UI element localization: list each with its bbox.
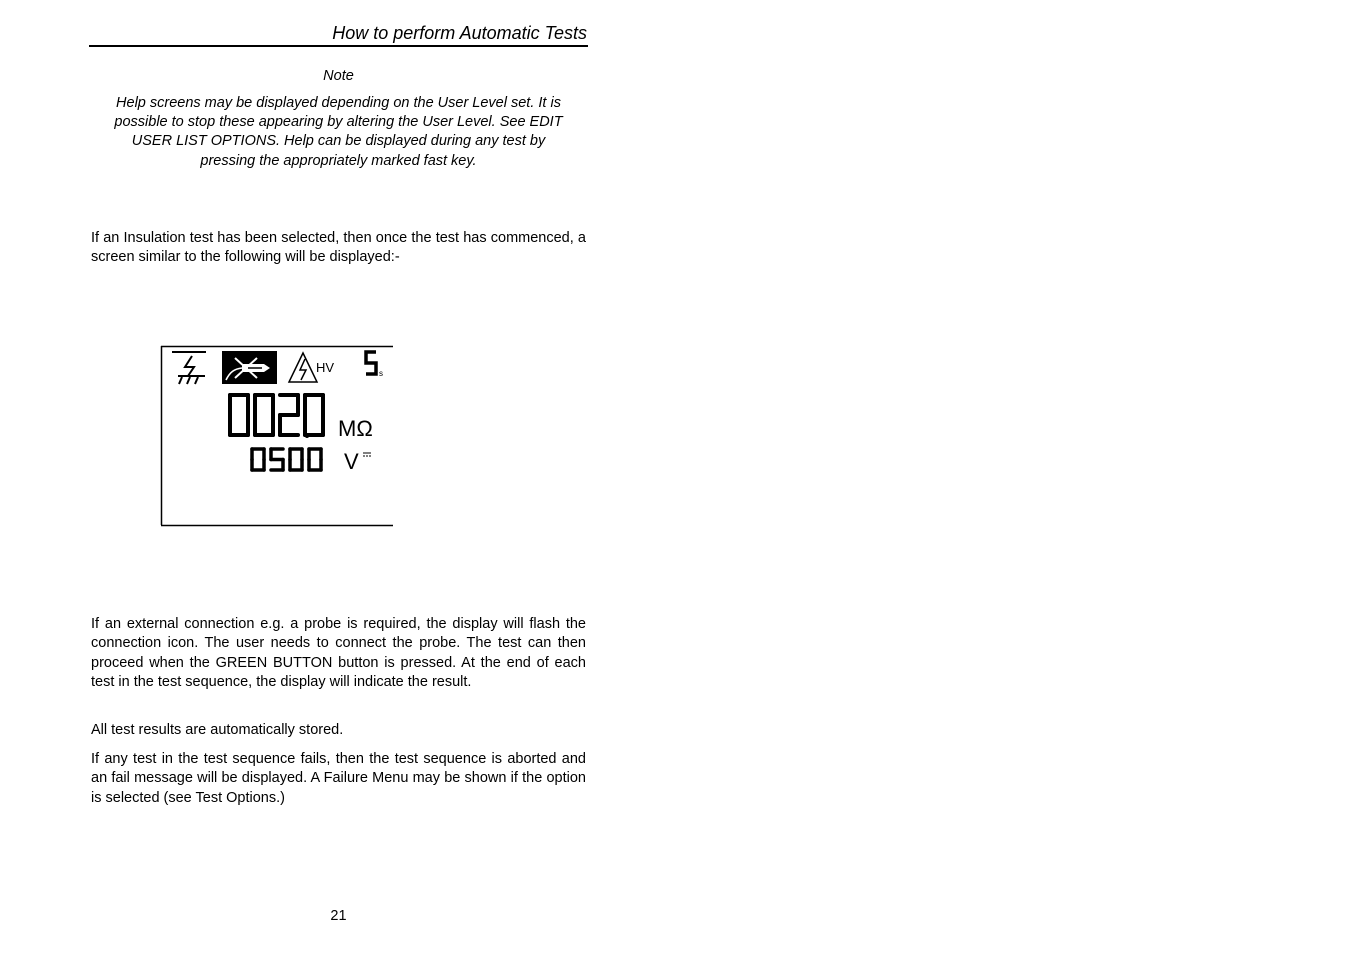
svg-text:s: s	[379, 369, 383, 378]
note-body: Help screens may be displayed depending on the User Level set. It is possible to stop these appearing by altering the User Level. See EDIT USER LIST OPTIONS. Help can be displayed during any test by pressing the appropriately marked fast key.	[114, 95, 563, 169]
note-heading: Note	[323, 68, 354, 84]
safety-s-icon	[366, 352, 383, 378]
hv-label: HV	[316, 360, 335, 375]
stored-paragraph: All test results are automatically stored.	[91, 722, 344, 738]
lcd-display-figure	[160, 345, 395, 527]
probe-connection-icon	[222, 351, 277, 384]
decimal-point	[305, 434, 309, 438]
resistance-unit: MΩ	[338, 416, 373, 441]
connection-paragraph: If an external connection e.g. a probe is required, the display will flash the connection icon. The user needs to connect the probe. The test can then proceed when the GREEN BUTTON button is pressed. At the end of each test in the test sequence, the display will indicate the result.	[91, 616, 586, 690]
lcd-display-svg	[160, 345, 395, 527]
resistance-reading	[230, 395, 323, 435]
high-voltage-warning-icon	[289, 353, 334, 382]
failure-paragraph: If any test in the test sequence fails, then the test sequence is aborted and an fail message will be displayed. A Failure Menu may be shown if the option is selected (see Test Options.)	[91, 751, 586, 806]
voltage-reading	[252, 449, 321, 470]
page-header-title: How to perform Automatic Tests	[332, 23, 587, 43]
voltage-unit: V	[344, 449, 359, 474]
header-rule	[89, 45, 588, 47]
intro-paragraph: If an Insulation test has been selected, then once the test has commenced, a screen similar to the following will be displayed:-	[91, 230, 586, 266]
earth-lightning-icon	[172, 352, 206, 384]
page-number: 21	[330, 908, 347, 924]
dc-symbol	[363, 453, 371, 456]
